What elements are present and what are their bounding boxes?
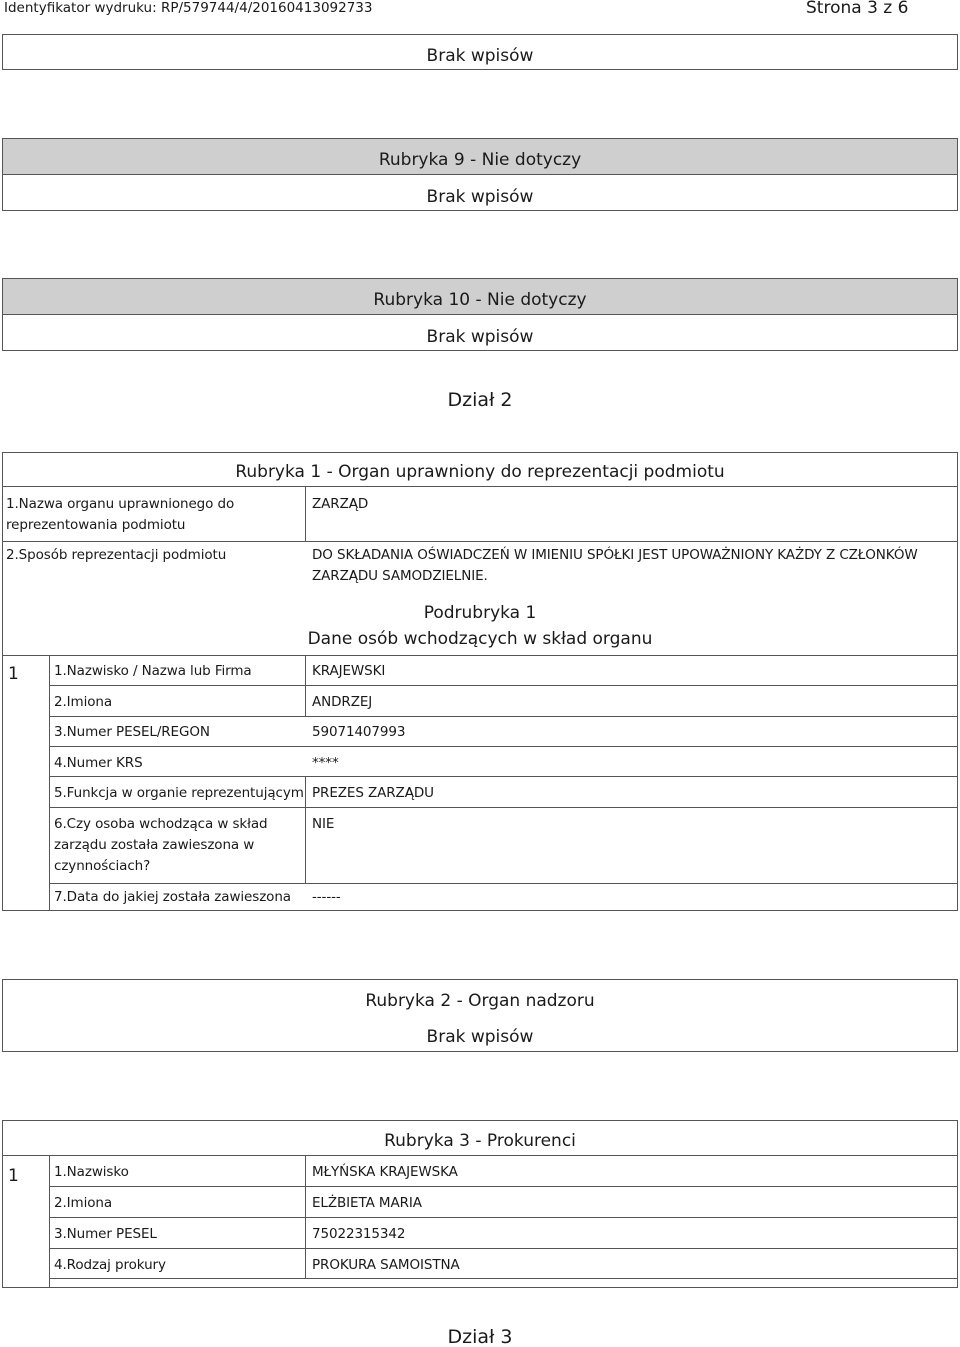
top-block-empty: Brak wpisów bbox=[426, 46, 534, 66]
organ-name-label: 1.Nazwa organu uprawnionego do reprezentowania podmiotu bbox=[6, 496, 235, 533]
row-label: 2.Imiona bbox=[54, 1195, 113, 1211]
row-value: ANDRZEJ bbox=[312, 694, 373, 710]
rubryka1-title: Rubryka 1 - Organ uprawniony do reprezentacji podmiotu bbox=[235, 462, 725, 482]
row-label: 7.Data do jakiej została zawieszona bbox=[54, 889, 291, 905]
row-label: 6.Czy osoba wchodząca w skład zarządu została zawieszona w czynnościach? bbox=[54, 816, 268, 874]
dzial3-title: Dział 3 bbox=[447, 1326, 513, 1347]
row-value: ELŻBIETA MARIA bbox=[312, 1195, 422, 1211]
rubryka10-empty: Brak wpisów bbox=[426, 327, 534, 347]
organ-name-value: ZARZĄD bbox=[312, 496, 369, 512]
row-value: MŁYŃSKA KRAJEWSKA bbox=[312, 1164, 458, 1180]
row-value: ------ bbox=[312, 889, 341, 905]
representation-label: 2.Sposób reprezentacji podmiotu bbox=[6, 547, 227, 563]
row-value: NIE bbox=[312, 816, 335, 832]
row-label: 1.Nazwisko bbox=[54, 1164, 129, 1180]
row-value: PREZES ZARZĄDU bbox=[312, 785, 434, 801]
person-entry-number: 1 bbox=[8, 664, 19, 684]
podrubryka-title: Podrubryka 1 bbox=[423, 603, 537, 623]
prokurent-entry-number: 1 bbox=[8, 1166, 19, 1186]
row-label: 1.Nazwisko / Nazwa lub Firma bbox=[54, 663, 252, 679]
rubryka9-title: Rubryka 9 - Nie dotyczy bbox=[378, 150, 582, 170]
row-value: **** bbox=[312, 755, 339, 771]
row-value: 59071407993 bbox=[312, 724, 406, 740]
rubryka9-empty: Brak wpisów bbox=[426, 187, 534, 207]
row-value: 75022315342 bbox=[312, 1226, 406, 1242]
rubryka10-title: Rubryka 10 - Nie dotyczy bbox=[373, 290, 587, 310]
row-value: KRAJEWSKI bbox=[312, 663, 386, 679]
row-label: 3.Numer PESEL bbox=[54, 1226, 157, 1242]
page-number: Strona 3 z 6 bbox=[806, 0, 909, 18]
row-label: 5.Funkcja w organie reprezentującym bbox=[54, 785, 304, 801]
row-label: 4.Numer KRS bbox=[54, 755, 143, 771]
rubryka3-title: Rubryka 3 - Prokurenci bbox=[384, 1131, 576, 1151]
rubryka2-empty: Brak wpisów bbox=[426, 1027, 534, 1047]
row-label: 4.Rodzaj prokury bbox=[54, 1257, 166, 1273]
row-label: 2.Imiona bbox=[54, 694, 113, 710]
rubryka2-title: Rubryka 2 - Organ nadzoru bbox=[365, 991, 595, 1011]
print-identifier: Identyfikator wydruku: RP/579744/4/20160413092733 bbox=[4, 0, 373, 16]
representation-value: DO SKŁADANIA OŚWIADCZEŃ W IMIENIU SPÓŁKI JEST UPOWAŻNIONY KAŻDY Z CZŁONKÓW ZARZĄDU SAMODZIELNIE. bbox=[312, 547, 918, 584]
row-value: PROKURA SAMOISTNA bbox=[312, 1257, 460, 1273]
podrubryka-subtitle: Dane osób wchodzących w skład organu bbox=[307, 629, 653, 649]
row-label: 3.Numer PESEL/REGON bbox=[54, 724, 210, 740]
dzial2-title: Dział 2 bbox=[447, 389, 513, 411]
